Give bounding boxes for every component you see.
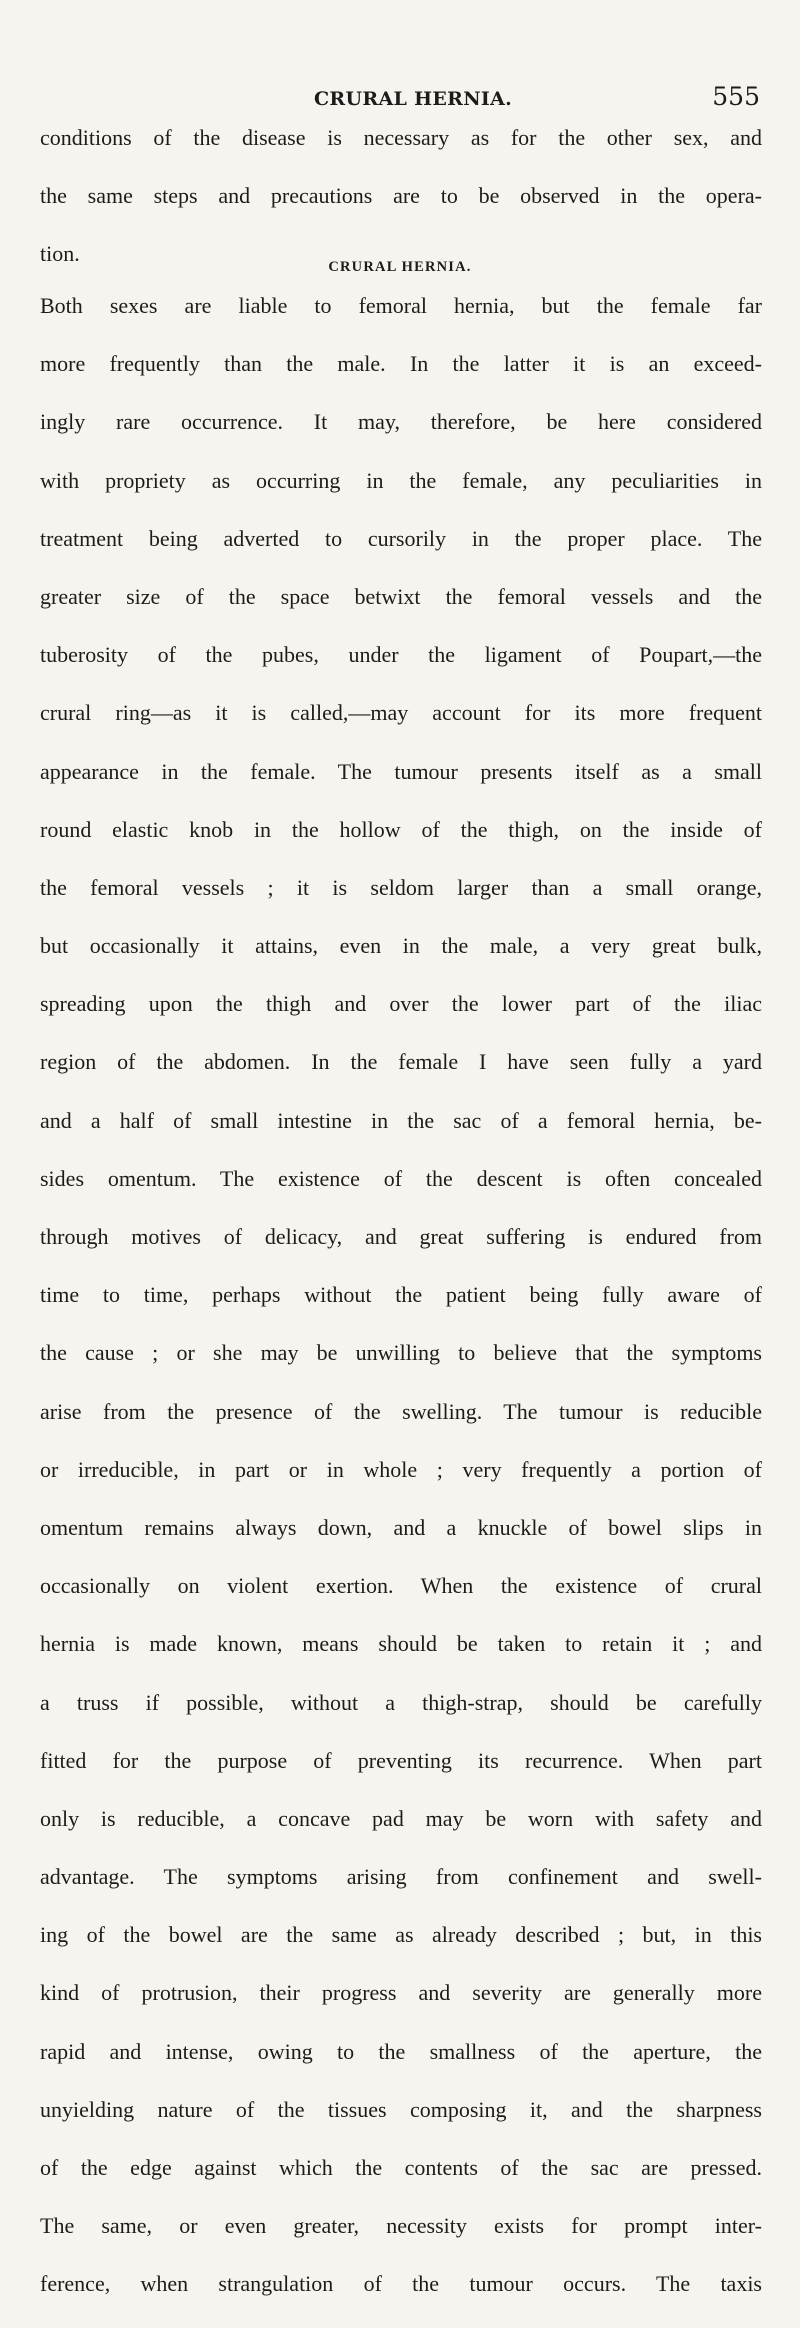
text-line: occasionally on violent exertion. When the existence of crural [40, 1573, 762, 1599]
page-number: 555 [712, 82, 760, 111]
text-line: ingly rare occurrence. It may, therefore, be here considered [40, 409, 762, 435]
text-line: rapid and intense, owing to the smallness of the aperture, the [40, 2038, 762, 2064]
text-line: Both sexes are liable to femoral hernia, but the female far [40, 293, 762, 318]
text-line: arise from the presence of the swelling. The tumour is reducible [40, 1398, 762, 1424]
continuation-paragraph [40, 123, 762, 268]
text-line: ference, when strangulation of the tumour occurs. The taxis [40, 2271, 762, 2297]
body-paragraph [40, 291, 762, 2328]
text-line: the femoral vessels ; it is seldom larger than a small orange, [40, 874, 762, 900]
text-line: the cause ; or she may be unwilling to believe that the symptoms [40, 1340, 762, 1366]
text-line: time to time, perhaps without the patient being fully aware of [40, 1282, 762, 1308]
text-line: hernia is made known, means should be taken to retain it ; and [40, 1631, 762, 1657]
text-line: unyielding nature of the tissues composing it, and the sharpness [40, 2096, 762, 2122]
text-line: The same, or even greater, necessity exists for prompt inter- [40, 2213, 762, 2239]
text-line: but occasionally it attains, even in the male, a very great bulk, [40, 933, 762, 959]
text-line: appearance in the female. The tumour presents itself as a small [40, 758, 762, 784]
text-line: tuberosity of the pubes, under the ligament of Poupart,—the [40, 642, 762, 668]
text-line: tion. [40, 241, 80, 267]
running-header [0, 82, 800, 114]
text-line: through motives of delicacy, and great suffering is endured from [40, 1224, 762, 1249]
text-line: with propriety as occurring in the female, any peculiarities in [40, 467, 762, 493]
text-line: crural ring—as it is called,—may account for its more frequent [40, 700, 762, 726]
running-title: CRURAL HERNIA. [314, 88, 513, 110]
text-line: only is reducible, a concave pad may be worn with safety and [40, 1805, 762, 1831]
text-line: conditions of the disease is necessary as for the other sex, and [40, 125, 762, 150]
text-line: the same steps and precautions are to be observed in the opera- [40, 183, 762, 209]
text-line: ing of the bowel are the same as already described ; but, in this [40, 1922, 762, 1948]
text-line: of the edge against which the contents of the sac are pressed. [40, 2155, 762, 2180]
text-line: or irreducible, in part or in whole ; very frequently a portion of [40, 1456, 762, 1482]
text-line: advantage. The symptoms arising from confinement and swell- [40, 1864, 762, 1890]
text-line: sides omentum. The existence of the descent is often concealed [40, 1165, 762, 1191]
text-line: a truss if possible, without a thigh-strap, should be carefully [40, 1689, 762, 1715]
text-line: region of the abdomen. In the female I have seen fully a yard [40, 1049, 762, 1075]
text-line: omentum remains always down, and a knuckle of bowel slips in [40, 1514, 762, 1540]
section-heading: CRURAL HERNIA. [328, 259, 472, 275]
text-line: treatment being adverted to cursorily in the proper place. The [40, 525, 762, 551]
text-line: spreading upon the thigh and over the lower part of the iliac [40, 991, 762, 1017]
text-line: round elastic knob in the hollow of the thigh, on the inside of [40, 816, 762, 842]
text-line: kind of protrusion, their progress and severity are generally more [40, 1980, 762, 2006]
text-line: more frequently than the male. In the latter it is an exceed- [40, 351, 762, 377]
text-line: greater size of the space betwixt the femoral vessels and the [40, 583, 762, 609]
text-line: fitted for the purpose of preventing its recurrence. When part [40, 1747, 762, 1773]
text-line: and a half of small intestine in the sac of a femoral hernia, be- [40, 1107, 762, 1133]
